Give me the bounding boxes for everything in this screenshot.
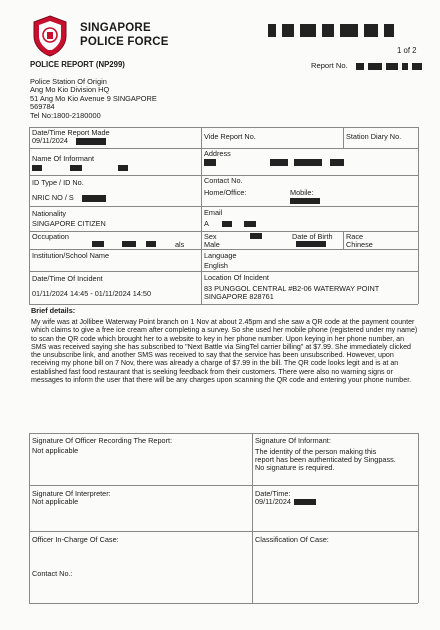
redacted-occupation [146, 241, 156, 247]
redacted-address [204, 159, 216, 166]
informant-signature-line2: report has been authenticated by Singpass. [255, 455, 396, 464]
origin-line1: Ang Mo Kio Division HQ [30, 85, 110, 95]
sex-label: Sex [204, 232, 217, 241]
redacted-address [294, 159, 322, 166]
nationality-label: Nationality [32, 209, 67, 218]
redacted-time [76, 138, 106, 145]
redacted-sig-time [294, 499, 316, 505]
occupation-label: Occupation [32, 232, 69, 241]
dob-label: Date of Birth [292, 232, 333, 241]
signature-datetime-label: Date/Time: [255, 489, 291, 498]
origin-line4: Tel No:1800-2180000 [30, 110, 101, 120]
interpreter-signature-value: Not applicable [32, 497, 79, 506]
informant-name-label: Name Of Informant [32, 154, 95, 163]
rule [343, 231, 344, 249]
rule [29, 433, 30, 603]
redacted-mobile [290, 198, 320, 204]
rule [418, 127, 419, 304]
station-diary-label: Station Diary No. [346, 132, 402, 141]
redacted-nric [82, 195, 106, 202]
redacted-occupation [92, 241, 104, 247]
redacted-address [330, 159, 344, 166]
home-office-label: Home/Office: [204, 188, 247, 197]
brief-text: My wife was at Jollibee Waterway Point branch on 1 Nov at about 2.45pm and she saw a QR code at the payment counter which claims to give a free ice cream after completing a survey. So she used her mobile phone (registered under my name) to scan the QR code which brought her to a website to key in her phone number. Upon keying in her phone number, an SMS was received saying she has subscribed to "Next Battle via SingTel carrier billing" at $7.99. She immediately clicked the unsubscribe link, and another SMS was received to say that the service has been unsubscribed. However, upon receiving my phone bill on 7 Nov, there was already a charge of $7.99 in the bill. The QR code looks legit and is at an established fast food restaurant that is seeking feedback from their customers. There were also no warning signs or messages to inform the user that there will be any charges upon scanning the QR code and entering your phone number. [31, 318, 418, 385]
rule [29, 433, 418, 434]
location-line2: SINGAPORE 828761 [204, 292, 274, 301]
incident-time-value: 01/11/2024 14:45 - 01/11/2024 14:50 [32, 289, 152, 298]
redacted-email [244, 221, 256, 227]
interpreter-signature-label: Signature Of Interpreter: [32, 489, 111, 498]
origin-line2: 51 Ang Mo Kio Avenue 9 SINGAPORE [30, 93, 157, 103]
informant-signature-line1: The identity of the person making this [255, 447, 377, 456]
contact-label: Contact No. [204, 176, 243, 185]
redacted-header-code [268, 24, 418, 38]
rule [29, 485, 418, 486]
location-label: Location Of Incident [204, 273, 269, 282]
report-no-label: Report No. [311, 61, 348, 70]
mobile-label: Mobile: [290, 188, 314, 197]
officer-in-charge-label: Officer In-Charge Of Case: [32, 535, 119, 544]
officer-signature-label: Signature Of Officer Recording The Report: [32, 436, 173, 445]
redacted-dob-value [296, 241, 326, 247]
redacted-email [222, 221, 232, 227]
contact-no-label: Contact No.: [32, 569, 73, 578]
redacted-name [118, 165, 128, 171]
address-label: Address [204, 149, 231, 158]
report-title: POLICE REPORT (NP299) [30, 60, 125, 69]
location-line1: 83 PUNGGOL CENTRAL #B2-06 WATERWAY POINT [204, 284, 380, 293]
race-label: Race [346, 232, 364, 241]
rule [29, 127, 30, 304]
officer-signature-value: Not applicable [32, 446, 79, 455]
datetime-made-value: 09/11/2024 [32, 136, 68, 145]
brief-title: Brief details: [31, 306, 76, 315]
redacted-name [32, 165, 42, 171]
informant-signature-line3: No signature is required. [255, 463, 335, 472]
informant-signature-label: Signature Of Informant: [255, 436, 331, 445]
redacted-name [70, 165, 82, 171]
signature-datetime-value: 09/11/2024 [255, 497, 291, 506]
origin-label: Police Station Of Origin [30, 77, 107, 86]
origin-line3: 569784 [30, 102, 55, 112]
redacted-dob [250, 233, 262, 239]
rule [29, 304, 418, 305]
email-value: A [204, 219, 209, 228]
rule [201, 127, 202, 304]
datetime-made-label: Date/Time Report Made [32, 128, 110, 137]
redacted-report-no [356, 63, 422, 73]
language-value: English [204, 261, 228, 270]
rule [29, 531, 418, 532]
police-crest-icon [28, 14, 72, 58]
org-name-line1: SINGAPORE [80, 22, 151, 34]
org-name-line2: POLICE FORCE [80, 36, 169, 48]
sex-value: Male [204, 240, 220, 249]
classification-label: Classification Of Case: [255, 535, 329, 544]
rule [29, 603, 418, 604]
nric-label: NRIC NO / S [32, 193, 74, 202]
rule [418, 433, 419, 603]
race-value: Chinese [346, 240, 373, 249]
vide-report-label: Vide Report No. [204, 132, 256, 141]
rule [29, 206, 418, 207]
incident-time-label: Date/Time Of Incident [32, 274, 103, 283]
redacted-occupation [122, 241, 136, 247]
language-label: Language [204, 251, 237, 260]
institution-label: Institution/School Name [32, 251, 110, 260]
rule [252, 433, 253, 603]
station-of-origin [30, 78, 157, 120]
page-number: 1 of 2 [397, 46, 417, 55]
id-type-label: ID Type / ID No. [32, 178, 84, 187]
rule [343, 127, 344, 148]
occupation-suffix: als [175, 240, 185, 249]
redacted-address [270, 159, 288, 166]
nationality-value: SINGAPORE CITIZEN [32, 219, 106, 228]
rule [29, 271, 418, 272]
email-label: Email [204, 208, 223, 217]
